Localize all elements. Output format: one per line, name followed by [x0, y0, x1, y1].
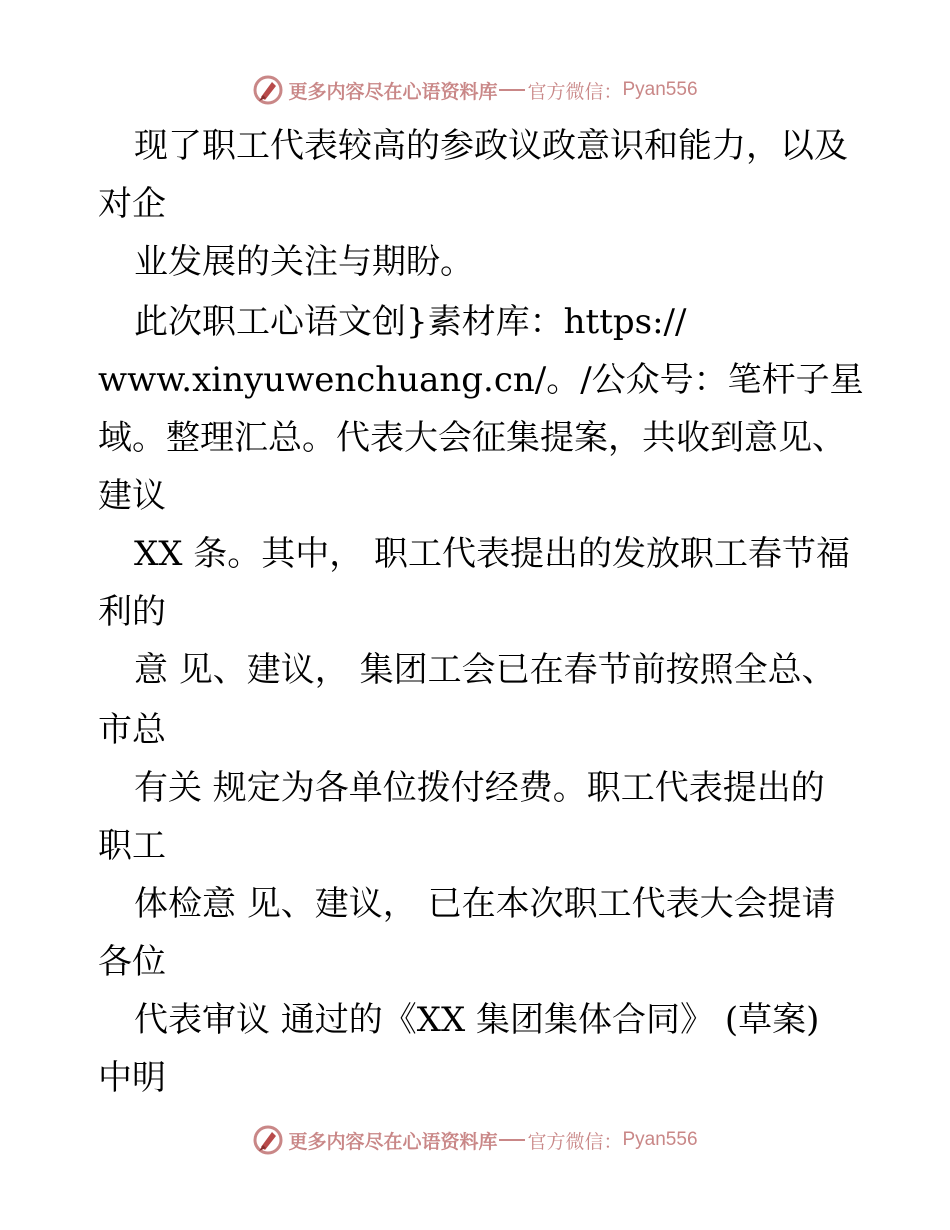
- document-line: 现了职工代表较高的参政议政意识和能力，以及: [134, 126, 848, 166]
- document-line: 有关 规定为各单位拨付经费。职工代表提出的: [134, 768, 825, 808]
- watermark-wechat-id: Pyan556: [622, 79, 698, 100]
- document-line: 市总: [98, 710, 166, 750]
- watermark-wechat-label: 官方微信：: [527, 1130, 623, 1153]
- watermark-wechat-label: 官方微信：: [527, 80, 623, 103]
- document-line: www.xinyuwenchuang.cn/。/公众号：笔杆子星: [98, 360, 864, 400]
- document-line: 意 见、建议， 集团工会已在春节前按照全总、: [134, 650, 836, 690]
- document-line: 此次职工心语文创}素材库：https://: [134, 302, 687, 342]
- pen-nib-icon: [252, 74, 284, 106]
- document-line: 对企: [98, 184, 166, 224]
- document-line: 建议: [98, 476, 166, 516]
- footer-watermark: [0, 1120, 950, 1160]
- document-line: 体检意 见、建议， 已在本次职工代表大会提请: [134, 884, 836, 924]
- document-line: 代表审议 通过的《XX 集团集体合同》 (草案): [134, 1000, 820, 1040]
- document-line: 业发展的关注与期盼。: [134, 242, 474, 282]
- document-line: 利的: [98, 592, 166, 632]
- watermark-dash: [499, 89, 525, 91]
- document-line: XX 条。其中， 职工代表提出的发放职工春节福: [134, 534, 851, 574]
- watermark-slogan: 更多内容尽在心语资料库: [288, 80, 498, 103]
- document-line: 域。整理汇总。代表大会征集提案，共收到意见、: [98, 418, 846, 458]
- watermark-slogan: 更多内容尽在心语资料库: [288, 1130, 498, 1153]
- watermark-wechat-id: Pyan556: [622, 1129, 698, 1150]
- watermark-dash: [499, 1139, 525, 1141]
- header-watermark: [0, 70, 950, 110]
- pen-nib-icon: [252, 1124, 284, 1156]
- document-line: 中明: [98, 1058, 166, 1098]
- document-line: 职工: [98, 826, 166, 866]
- document-line: 各位: [98, 942, 166, 982]
